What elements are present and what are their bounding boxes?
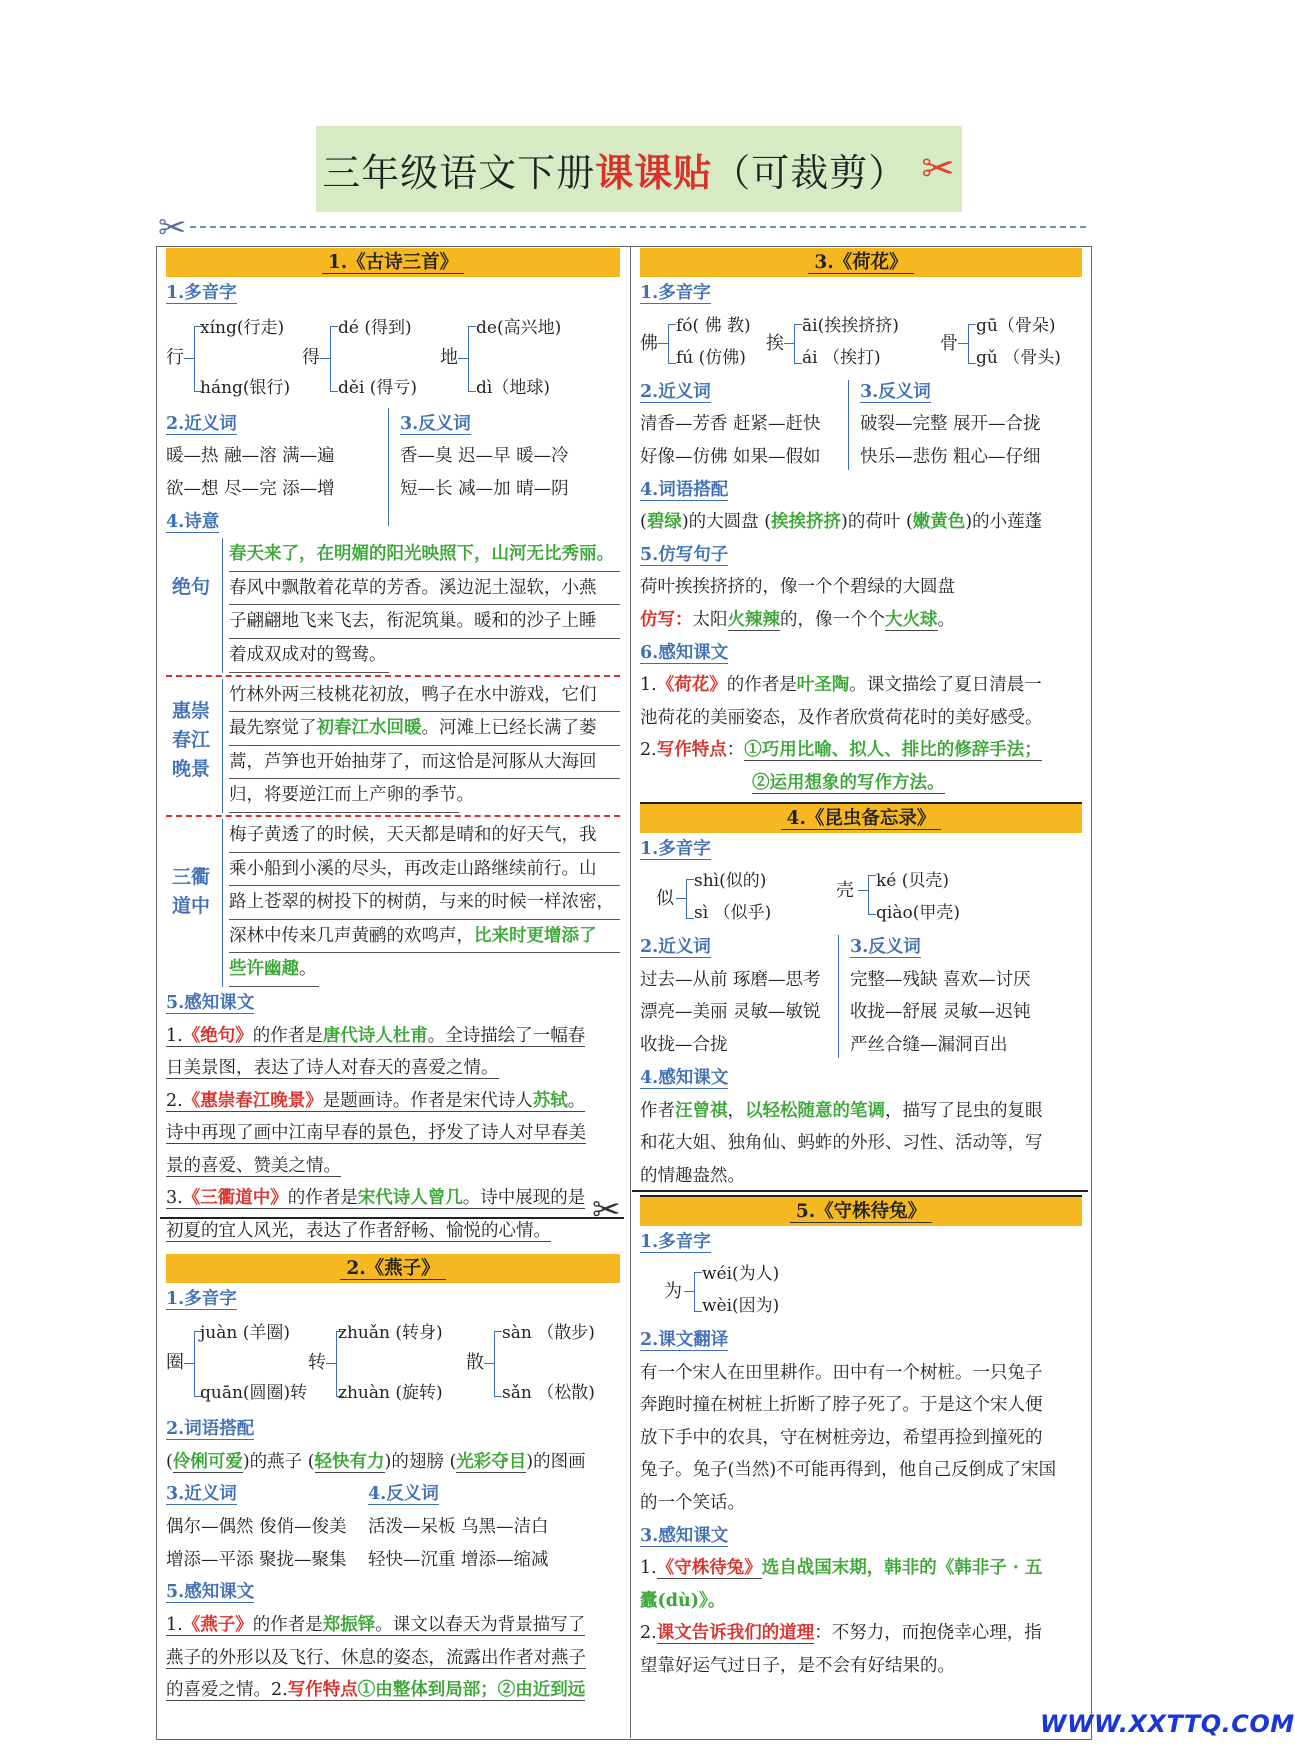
feel-line: 池荷花的美丽姿态，及作者欣赏荷花时的美好感受。 bbox=[640, 707, 1043, 728]
feel-line bbox=[166, 1026, 585, 1047]
poly-reading: gǔ （骨头) bbox=[976, 347, 1061, 368]
lesson4-feel-title: 4.感知课文 bbox=[640, 1068, 729, 1089]
poem-line: 路上苍翠的树投下的树荫，与来的时候一样浓密， bbox=[229, 886, 620, 920]
bracket bbox=[868, 875, 876, 915]
syn-row: 欲—想 尽—完 添—增 bbox=[166, 478, 335, 499]
poly-reading: ké (贝壳) bbox=[876, 871, 950, 892]
text: 的，像一个个 bbox=[780, 609, 885, 630]
poem-jueju bbox=[171, 538, 620, 672]
poly-reading: háng(银行) bbox=[200, 377, 291, 398]
lesson2-collo: (伶俐可爱)的燕子 (轻快有力)的翅膀 (光彩夺目)的图画 bbox=[166, 1451, 586, 1472]
feel-line: 日美景图，表达了诗人对春天的喜爱之情。 bbox=[166, 1058, 499, 1079]
poly-reading: sǎn （松散) bbox=[502, 1383, 595, 1404]
ant-row: 活泼—呆板 乌黑—洁白 bbox=[368, 1517, 549, 1538]
feel-line bbox=[640, 767, 1082, 800]
poem-line: 梅子黄透了的时候，天天都是晴和的好天气，我 bbox=[229, 819, 620, 853]
feel-line: 景的喜爱、赞美之情。 bbox=[166, 1155, 341, 1176]
poem-line: 归，将要逆江而上产卵的季节。 bbox=[229, 779, 459, 813]
cut-line bbox=[190, 226, 1086, 228]
poem-line bbox=[229, 920, 620, 954]
poly-char: 地 bbox=[440, 346, 458, 368]
poly-char: 骨 bbox=[940, 332, 958, 354]
poly-reading: xíng(行走) bbox=[200, 317, 285, 338]
feel-line bbox=[640, 1585, 1082, 1618]
bracket bbox=[668, 324, 676, 364]
lesson2-poly-title: 1.多音字 bbox=[166, 1288, 237, 1309]
lesson5-trans-title: 2.课文翻译 bbox=[640, 1330, 729, 1351]
text: 最先察觉了 bbox=[229, 718, 317, 739]
poem-separator bbox=[166, 675, 620, 677]
poem-line: 乘小船到小溪的尽头，再改走山路继续前行。山 bbox=[229, 853, 620, 887]
highlight: 以轻松随意的笔调 bbox=[745, 1100, 885, 1121]
highlight: 唐代诗人杜甫 bbox=[322, 1025, 428, 1046]
text: 3. bbox=[166, 1188, 183, 1209]
trans-line: 放下手中的农具，守在树桩旁边，希望再捡到撞死的 bbox=[640, 1427, 1043, 1448]
text: 1. bbox=[640, 1558, 657, 1579]
poem-huichong bbox=[171, 679, 620, 813]
trans-line: 兔子。兔子(当然)不可能再得到，他自己反倒成了宋国 bbox=[640, 1460, 1057, 1481]
lesson3-heading: 3.《荷花》 bbox=[640, 248, 1082, 277]
highlight: 些许幽趣 bbox=[229, 959, 299, 980]
title-ref: 《燕子》 bbox=[182, 1615, 253, 1636]
text: 作者 bbox=[640, 1100, 675, 1121]
text: 1. bbox=[166, 1025, 183, 1046]
text: 2. bbox=[166, 1090, 183, 1111]
highlight: ②运用想象的写作方法。 bbox=[752, 772, 945, 793]
text: 1. bbox=[640, 675, 657, 696]
poem-name: 三衢道中 bbox=[171, 865, 210, 917]
lesson1-feel bbox=[166, 1020, 620, 1248]
text: 。课文以春天为背景描写了 bbox=[375, 1615, 586, 1636]
highlight: 初春江水回暖 bbox=[316, 718, 422, 739]
bracket-line bbox=[676, 898, 686, 899]
poly-reading: juàn (羊圈) bbox=[200, 1323, 290, 1344]
divider bbox=[388, 408, 389, 526]
feel-line bbox=[166, 1615, 585, 1636]
poly-char: 转 bbox=[308, 1352, 326, 1374]
title-ref: 《三衢道中》 bbox=[182, 1188, 288, 1209]
bracket-line bbox=[184, 1363, 194, 1364]
bracket bbox=[968, 324, 976, 364]
text: ，描写了昆虫的复眼 bbox=[885, 1100, 1043, 1121]
poly-reading: gū（骨朵) bbox=[976, 315, 1056, 336]
text: 2. bbox=[640, 1623, 657, 1644]
feel-line bbox=[640, 734, 1082, 767]
left-column bbox=[166, 246, 620, 1707]
lesson3-polyphones bbox=[640, 310, 1082, 376]
text: 的作者是 bbox=[252, 1615, 323, 1636]
title-highlight: 课课贴 bbox=[595, 149, 713, 195]
feel-line bbox=[640, 669, 1082, 702]
lesson2-feel bbox=[166, 1609, 620, 1707]
poly-char: 散 bbox=[466, 1352, 484, 1374]
highlight: ①巧用比喻、拟人、排比的修辞手法； bbox=[744, 740, 1042, 761]
ant-row: 香—臭 迟—早 暖—冷 bbox=[400, 446, 569, 467]
watermark: WWW.XXTTQ.COM bbox=[1040, 1710, 1295, 1738]
poly-char: 挨 bbox=[766, 332, 784, 354]
lesson3-poly-title: 1.多音字 bbox=[640, 283, 711, 303]
syn-row: 偶尔—偶然 俊俏—俊美 bbox=[166, 1517, 347, 1538]
poly-char: 似 bbox=[656, 888, 674, 910]
text: 太阳 bbox=[692, 609, 728, 630]
lesson3-imit-title: 5.仿写句子 bbox=[640, 544, 729, 565]
text: 。 bbox=[567, 1090, 586, 1111]
text: 。 bbox=[937, 609, 955, 630]
text: 。 bbox=[299, 959, 317, 980]
syn-row: 清香—芳香 赶紧—赶快 bbox=[640, 414, 821, 435]
lesson-separator bbox=[160, 1217, 624, 1219]
syn-row: 暖—热 融—溶 满—遍 bbox=[166, 446, 335, 467]
bracket-line bbox=[484, 1363, 494, 1364]
lesson4-syn-title: 2.近义词 bbox=[640, 937, 711, 958]
label: 课文告诉我们的道理 bbox=[656, 1623, 815, 1644]
highlight: 轻快有力 bbox=[314, 1451, 385, 1472]
poly-reading: sì （似乎) bbox=[694, 903, 772, 924]
lesson5-feel bbox=[640, 1552, 1082, 1682]
lesson-separator bbox=[632, 1190, 1088, 1192]
feel-line: 诗中再现了画中江南早春的景色，抒发了诗人对早春美 bbox=[166, 1123, 586, 1144]
highlight: 光彩夺目 bbox=[456, 1451, 527, 1472]
title-ref: 《荷花》 bbox=[656, 675, 727, 696]
syn-row: 好像—仿佛 如果—假如 bbox=[640, 446, 821, 467]
feel-line: 望靠好运气过日子，是不会有好结果的。 bbox=[640, 1656, 955, 1677]
feel-line bbox=[640, 1095, 1082, 1128]
bracket bbox=[694, 1272, 702, 1312]
poly-char: 壳 bbox=[836, 880, 854, 902]
highlight: 汪曾祺 bbox=[675, 1100, 728, 1121]
feel-line: 燕子的外形以及飞行、休息的姿态，流露出作者对燕子 bbox=[166, 1647, 586, 1668]
lesson1-heading: 1.《古诗三首》 bbox=[166, 248, 620, 277]
bracket bbox=[494, 1331, 502, 1397]
text: 。诗中展现的是 bbox=[462, 1188, 586, 1209]
lesson4-feel bbox=[640, 1095, 1082, 1193]
poly-reading: zhuàn (旋转) bbox=[338, 1383, 443, 1404]
poem-line: 蒿，芦笋也开始抽芽了，而这恰是河豚从大海回 bbox=[229, 746, 620, 780]
feel-line bbox=[640, 1552, 1082, 1585]
bracket-line bbox=[658, 343, 668, 344]
title-ref: 《守株待兔》 bbox=[656, 1558, 762, 1579]
lesson3-collo: (碧绿)的大圆盘 (挨挨挤挤)的荷叶 (嫩黄色)的小莲蓬 bbox=[640, 512, 1043, 533]
poly-reading: fú (仿佛) bbox=[676, 347, 746, 368]
lesson4-heading: 4.《昆虫备忘录》 bbox=[640, 802, 1082, 833]
highlight: 碧绿 bbox=[646, 512, 682, 533]
poly-reading: shì(似的) bbox=[694, 871, 767, 892]
highlight: 火辣辣 bbox=[727, 609, 780, 630]
bracket bbox=[686, 879, 694, 919]
divider bbox=[838, 935, 839, 1058]
poly-char: 圈 bbox=[166, 1352, 184, 1374]
poem-line: 春风中飘散着花草的芳香。溪边泥土湿软，小燕 bbox=[229, 572, 620, 606]
lesson5-heading: 5.《守株待兔》 bbox=[640, 1195, 1082, 1226]
highlight: 叶圣陶 bbox=[796, 675, 850, 696]
text: 的荷叶 bbox=[847, 512, 901, 533]
lesson1-ant-title: 3.反义词 bbox=[400, 413, 471, 434]
label: 写作特点 bbox=[656, 740, 727, 761]
poly-reading: de(高兴地) bbox=[476, 317, 562, 338]
lesson4-polyphones bbox=[640, 865, 1082, 931]
lesson2-feel-title: 5.感知课文 bbox=[166, 1582, 255, 1603]
title-part3: （可裁剪） bbox=[712, 150, 908, 195]
bracket-line bbox=[326, 1363, 336, 1364]
poem-line: 着成双成对的鸳鸯。 bbox=[229, 639, 389, 673]
text: 2. bbox=[640, 740, 657, 761]
lesson5-poly-title: 1.多音字 bbox=[640, 1231, 711, 1252]
divider bbox=[848, 380, 849, 470]
column-divider bbox=[630, 246, 631, 1738]
poly-reading: dì（地球) bbox=[476, 377, 550, 398]
lesson3-feel-title: 6.感知课文 bbox=[640, 642, 729, 663]
feel-line bbox=[166, 1091, 585, 1112]
lesson3-syn-title: 2.近义词 bbox=[640, 381, 711, 402]
bracket bbox=[330, 326, 338, 392]
imit-sentence bbox=[640, 604, 1082, 637]
text: 是题画诗。作者是宋代诗人 bbox=[322, 1090, 533, 1111]
ant-row: 短—长 减—加 晴—阴 bbox=[400, 478, 569, 499]
highlight: 郑振铎 bbox=[322, 1615, 376, 1636]
label: 仿写： bbox=[640, 609, 693, 630]
lesson2-collo-title: 2.词语搭配 bbox=[166, 1419, 255, 1440]
lesson1-feel-title: 5.感知课文 bbox=[166, 992, 255, 1013]
poem-line bbox=[229, 712, 620, 746]
bracket-line bbox=[184, 358, 194, 359]
lesson2-ant-title: 4.反义词 bbox=[368, 1484, 439, 1505]
trans-line: 有一个宋人在田里耕作。田中有一个树桩。一只兔子 bbox=[640, 1362, 1043, 1383]
poly-reading: quān(圆圈)转 bbox=[200, 1383, 308, 1404]
bracket-line bbox=[684, 1291, 694, 1292]
bracket-line bbox=[858, 890, 868, 891]
highlight: 伶俐可爱 bbox=[172, 1451, 243, 1472]
text: 的燕子 bbox=[249, 1451, 303, 1472]
poly-reading: dé (得到) bbox=[338, 317, 412, 338]
highlight: ①由整体到局部；②由近到远 bbox=[357, 1680, 586, 1701]
bracket-line bbox=[320, 358, 330, 359]
feel-line bbox=[166, 1188, 585, 1209]
lesson2-heading: 2.《燕子》 bbox=[166, 1254, 620, 1283]
poly-char: 得 bbox=[302, 346, 320, 368]
lesson5-translation bbox=[640, 1357, 1082, 1520]
title-ref: 《绝句》 bbox=[182, 1025, 253, 1046]
syn-row: 收拢—合拢 bbox=[640, 1034, 728, 1055]
highlight: 大火球 bbox=[885, 609, 938, 630]
poly-reading: āi(挨挨挤挤) bbox=[802, 315, 899, 336]
lesson3-ant-title: 3.反义词 bbox=[860, 381, 931, 402]
scissors-icon: ✂ bbox=[921, 146, 956, 192]
lesson5-feel-title: 3.感知课文 bbox=[640, 1525, 729, 1546]
title-ref: 写作特点 bbox=[287, 1680, 358, 1701]
lesson2-syn-ant bbox=[166, 1478, 620, 1576]
text: 的大圆盘 bbox=[688, 512, 759, 533]
ant-row: 快乐—悲伤 粗心—仔细 bbox=[860, 446, 1041, 467]
poly-reading: zhuǎn (转身) bbox=[338, 1323, 443, 1344]
lesson5-polyphones bbox=[640, 1258, 1082, 1324]
poly-reading: qiào(甲壳) bbox=[876, 903, 960, 924]
text: 。河滩上已经长满了蒌 bbox=[421, 718, 597, 739]
lesson1-syn-ant bbox=[166, 408, 620, 506]
bracket-line bbox=[958, 343, 968, 344]
syn-row: 漂亮—美丽 灵敏—敏锐 bbox=[640, 1002, 821, 1023]
poly-char: 行 bbox=[166, 346, 184, 368]
poly-char: 为 bbox=[664, 1281, 682, 1303]
bracket-line bbox=[784, 343, 794, 344]
lesson4-poly-title: 1.多音字 bbox=[640, 838, 711, 859]
feel-line bbox=[640, 1617, 1082, 1650]
poem-line bbox=[229, 953, 319, 987]
ant-row: 轻快—沉重 增添—缩减 bbox=[368, 1549, 549, 1570]
lesson2-polyphones bbox=[166, 1315, 620, 1413]
text: 。课文描绘了夏日清晨一 bbox=[849, 675, 1042, 696]
ant-row: 完整—残缺 喜欢—讨厌 bbox=[850, 969, 1031, 990]
poem-name: 惠崇春江晚景 bbox=[171, 699, 210, 780]
feel-line: 初夏的宜人风光，表达了作者舒畅、愉悦的心情。 bbox=[166, 1221, 551, 1242]
trans-line: 奔跑时撞在树桩上折断了脖子死了。于是这个宋人便 bbox=[640, 1395, 1043, 1416]
feel-line: 和花大姐、独角仙、蚂蚱的外形、习性、活动等，写 bbox=[640, 1133, 1043, 1154]
lesson1-poly-title: 1.多音字 bbox=[166, 283, 237, 303]
lesson4-ant-title: 3.反义词 bbox=[850, 937, 921, 958]
poly-reading: sàn （散步) bbox=[502, 1323, 595, 1344]
text: 的翅膀 bbox=[391, 1451, 444, 1472]
bracket-line bbox=[458, 358, 468, 359]
syn-row: 增添—平添 聚拢—聚集 bbox=[166, 1549, 347, 1570]
text: ：不努力，而抱侥幸心理，指 bbox=[814, 1623, 1042, 1644]
highlight: 选自战国末期，韩非的《韩非子 · 五 bbox=[761, 1558, 1043, 1579]
lesson3-syn-ant bbox=[640, 376, 1082, 474]
right-column bbox=[640, 246, 1082, 1683]
text: 的作者是 bbox=[252, 1025, 323, 1046]
ant-row: 破裂—完整 展开—合拢 bbox=[860, 414, 1041, 435]
lesson3-collo-title: 4.词语搭配 bbox=[640, 479, 729, 500]
feel-line: 的情趣盎然。 bbox=[640, 1165, 745, 1186]
ant-row: 严丝合缝—漏洞百出 bbox=[850, 1034, 1008, 1055]
highlight: 宋代诗人曾几 bbox=[357, 1188, 463, 1209]
page-title bbox=[316, 126, 962, 212]
poly-reading: wèi(因为) bbox=[702, 1296, 780, 1317]
poem-line: 子翩翩地飞来飞去，衔泥筑巢。暖和的沙子上睡 bbox=[229, 605, 620, 639]
bracket bbox=[794, 324, 802, 364]
scissors-icon: ✂ bbox=[158, 208, 187, 248]
text: 的作者是 bbox=[287, 1188, 358, 1209]
title-part1: 三年级语文下册 bbox=[322, 150, 596, 195]
text: 的喜爱之情。2. bbox=[166, 1680, 288, 1701]
poem-sanqu bbox=[171, 819, 620, 987]
lesson1-syn-title: 2.近义词 bbox=[166, 413, 237, 434]
text: ： bbox=[726, 740, 745, 761]
poly-reading: ái （挨打) bbox=[802, 347, 881, 368]
scissors-icon: ✂ bbox=[592, 1190, 621, 1230]
poly-reading: děi (得亏) bbox=[338, 377, 418, 398]
highlight: 蠹(dù)》。 bbox=[640, 1590, 726, 1611]
lesson1-polyphones bbox=[166, 310, 620, 408]
text: 1. bbox=[166, 1615, 183, 1636]
text: ， bbox=[727, 1100, 745, 1121]
title-ref: 《惠崇春江晚景》 bbox=[182, 1090, 323, 1111]
highlight: 嫩黄色 bbox=[912, 512, 966, 533]
text: 的图画 bbox=[533, 1451, 586, 1472]
poly-reading: wéi(为人) bbox=[702, 1264, 780, 1285]
highlight: 挨挨挤挤 bbox=[771, 512, 842, 533]
poly-reading: fó( 佛 教) bbox=[676, 315, 751, 336]
poem-line: 竹林外两三枝桃花初放，鸭子在水中游戏，它们 bbox=[229, 679, 620, 713]
syn-row: 过去—从前 琢磨—思考 bbox=[640, 969, 821, 990]
text: 的作者是 bbox=[726, 675, 797, 696]
ant-row: 收拢—舒展 灵敏—迟钝 bbox=[850, 1002, 1031, 1023]
feel-line bbox=[166, 1680, 585, 1701]
text: 。全诗描绘了一幅春 bbox=[427, 1025, 586, 1046]
text: 的小莲蓬 bbox=[972, 512, 1043, 533]
text: 深林中传来几声黄鹂的欢鸣声， bbox=[229, 925, 474, 946]
poem-line: 春天来了，在明媚的阳光映照下，山河无比秀丽。 bbox=[229, 538, 620, 572]
imit-original: 荷叶挨挨挤挤的，像一个个碧绿的大圆盘 bbox=[640, 577, 955, 598]
lesson4-syn-ant bbox=[640, 931, 1082, 1062]
poly-char: 佛 bbox=[640, 332, 658, 354]
poem-separator bbox=[166, 815, 620, 817]
bracket bbox=[468, 326, 476, 392]
lesson3-feel bbox=[640, 669, 1082, 799]
trans-line: 的一个笑话。 bbox=[640, 1493, 745, 1514]
poem-name: 绝句 bbox=[171, 576, 210, 599]
highlight: 比来时更增添了 bbox=[474, 925, 597, 946]
lesson1-poem-title: 4.诗意 bbox=[166, 511, 220, 532]
highlight: 苏轼 bbox=[532, 1090, 568, 1111]
lesson2-syn-title: 3.近义词 bbox=[166, 1484, 237, 1505]
